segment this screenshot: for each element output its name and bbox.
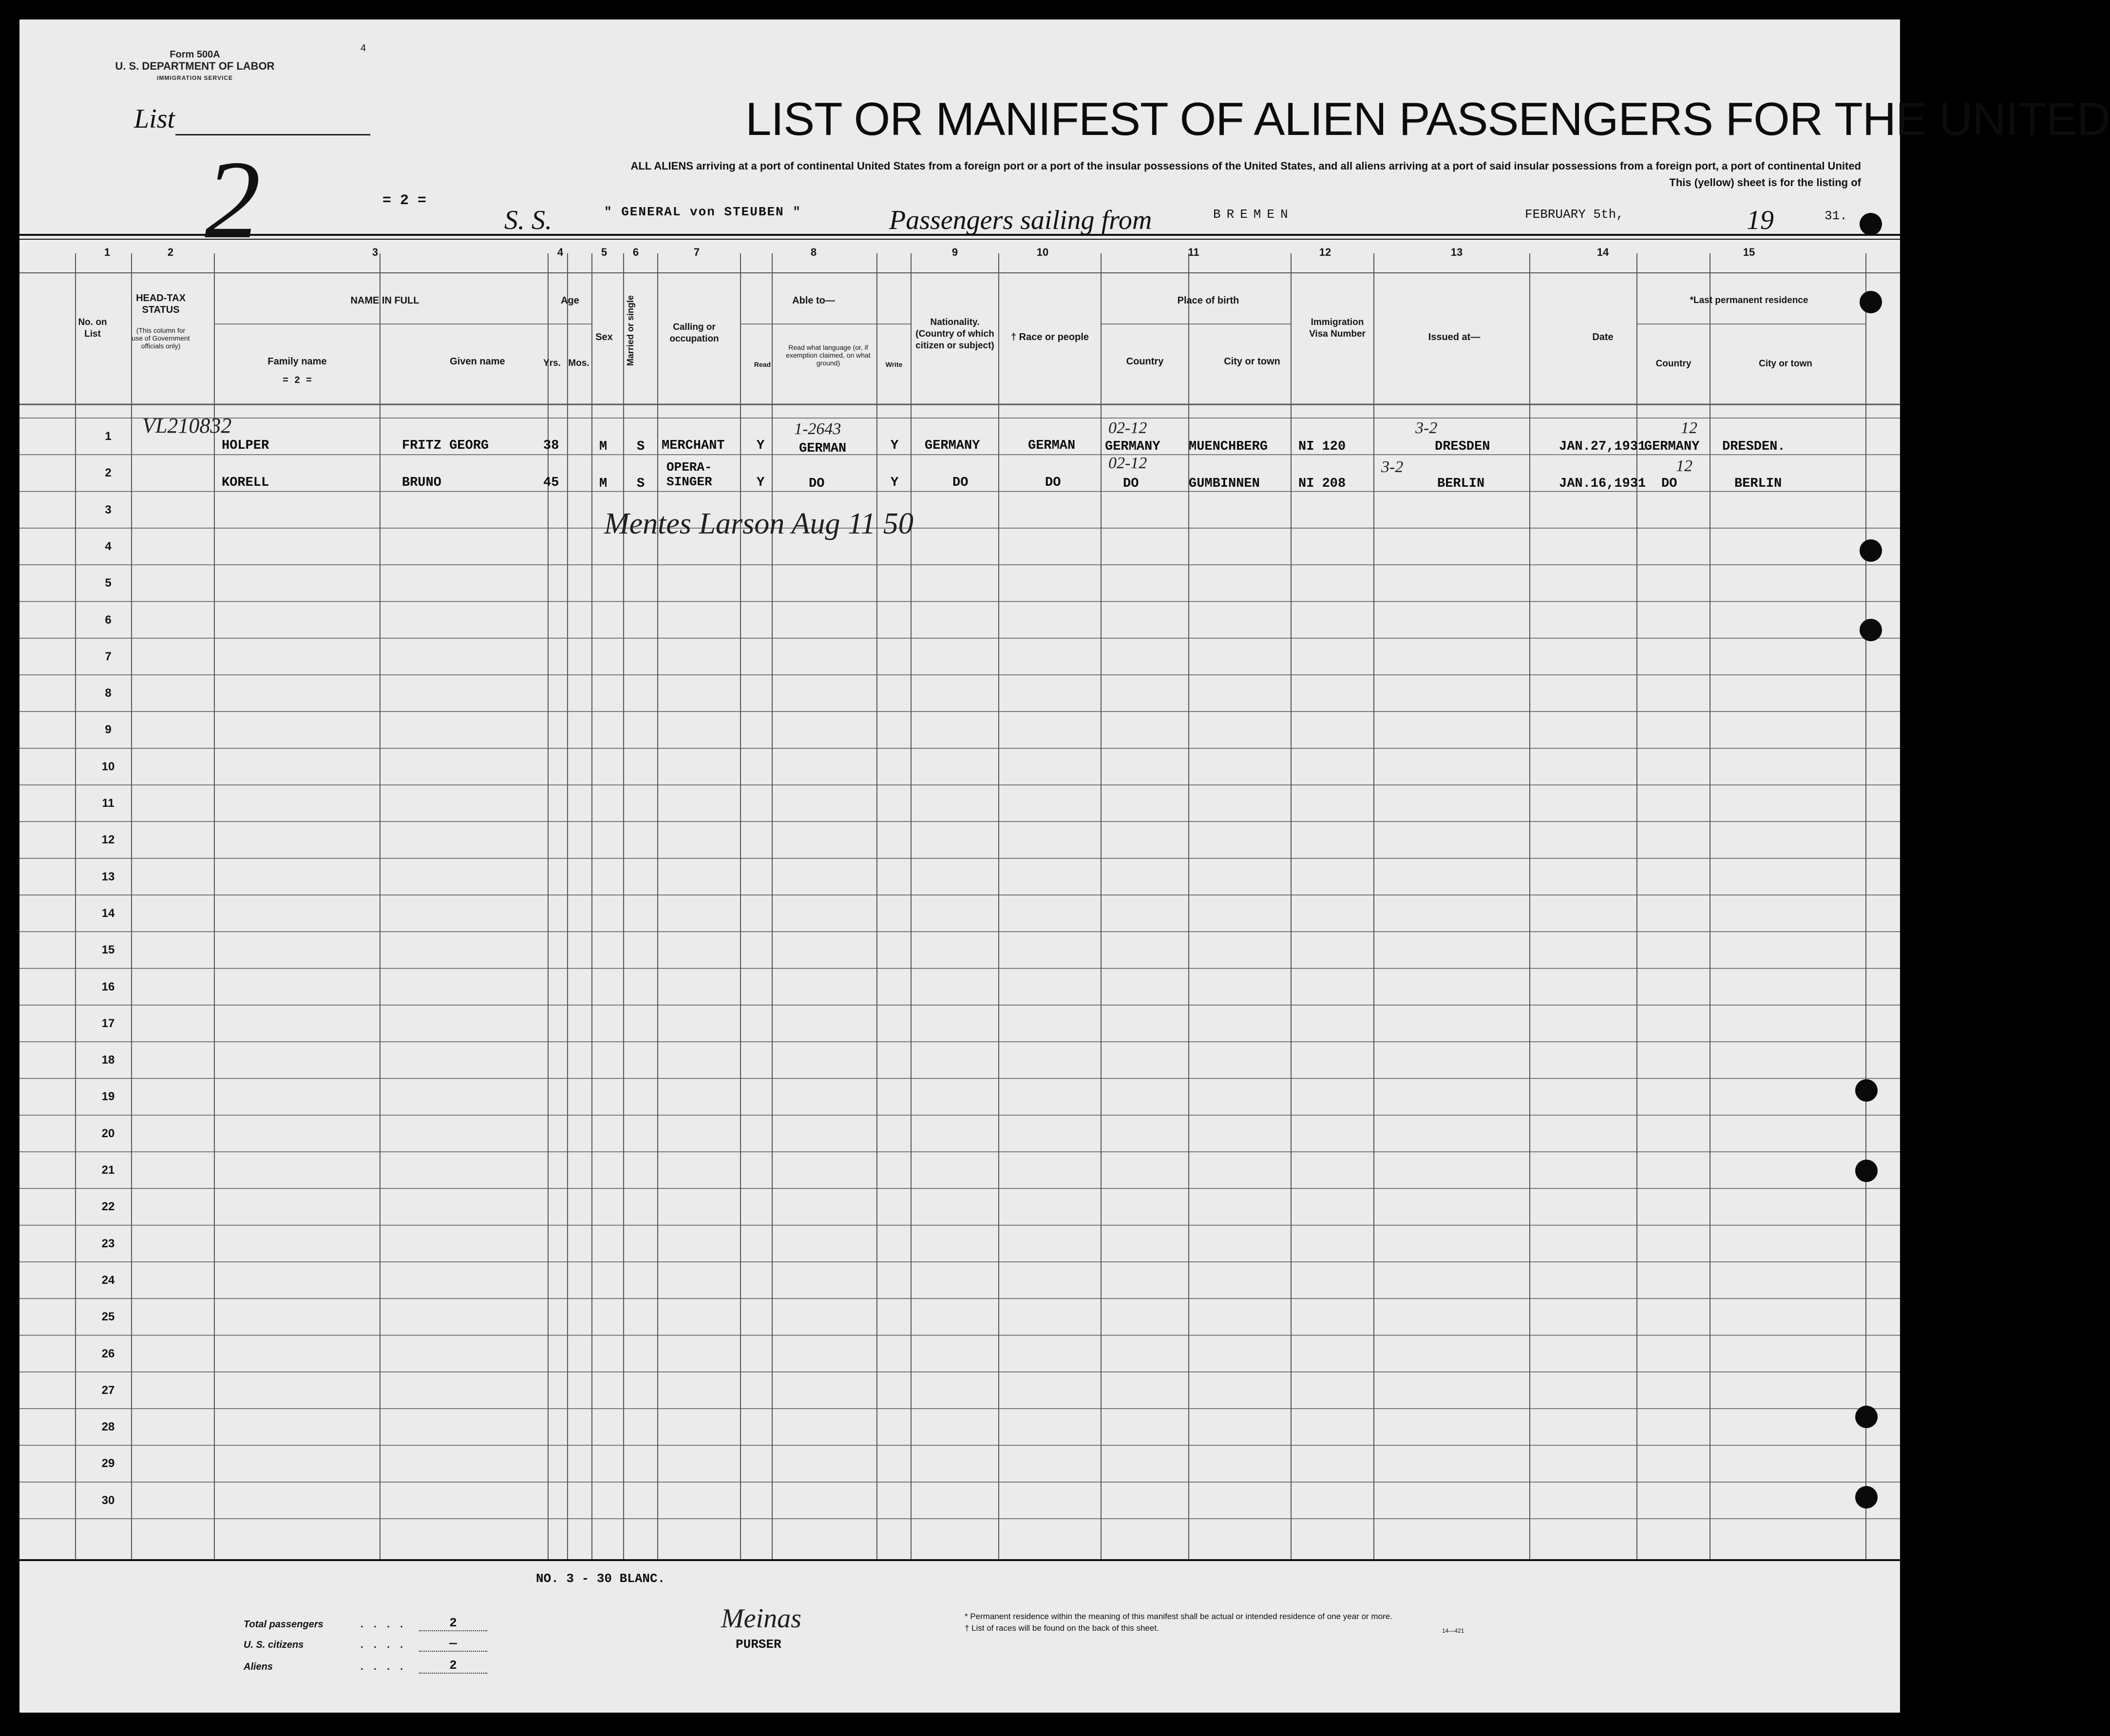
header-age-mos: Mos. xyxy=(568,358,589,368)
year-prefix: 19 xyxy=(1747,205,1774,235)
header-birth-city: City or town xyxy=(1224,356,1280,367)
row-number: 19 xyxy=(101,1090,115,1104)
sailing-date: FEBRUARY 5th, xyxy=(1525,207,1624,222)
sailing-label: Passengers sailing from xyxy=(889,205,1152,235)
row-number: 24 xyxy=(101,1273,115,1287)
row-number: 4 xyxy=(105,539,112,553)
p2-language: DO xyxy=(809,477,825,491)
header-sex: Sex xyxy=(595,332,613,343)
p2-age: 45 xyxy=(543,476,559,490)
col-num-1: 1 xyxy=(104,246,111,258)
header-last-residence: *Last permanent residence xyxy=(1690,295,1808,305)
manifest-sheet xyxy=(19,19,2110,1713)
header-separator-thin xyxy=(19,239,1900,240)
row-number: 10 xyxy=(101,760,115,773)
col-num-10: 10 xyxy=(1036,246,1049,258)
p2-family-name: KORELL xyxy=(222,476,269,490)
footer-separator xyxy=(19,1559,1900,1561)
row-number: 9 xyxy=(105,723,112,737)
punch-hole xyxy=(1860,291,1882,313)
header-visa-number: Immigration Visa Number xyxy=(1309,317,1366,339)
p1-read: Y xyxy=(757,439,765,453)
total-passengers-dots: . . . . xyxy=(361,1619,407,1630)
punch-hole xyxy=(1860,213,1882,235)
header-birth-country: Country xyxy=(1126,356,1164,367)
header-family-name: Family name xyxy=(267,356,327,367)
header-head-tax: HEAD-TAX STATUS xyxy=(136,293,186,315)
table-grid xyxy=(19,19,2110,1713)
purser-label: PURSER xyxy=(736,1637,781,1652)
p1-birth-city: MUENCHBERG xyxy=(1189,439,1268,454)
col-num-3: 3 xyxy=(372,246,379,258)
row-number: 21 xyxy=(101,1164,115,1177)
aliens-label: Aliens xyxy=(244,1661,273,1672)
header-no-on-list: No. on List xyxy=(78,317,107,339)
aliens-value: 2 xyxy=(419,1658,487,1674)
p1-nationality: GERMANY xyxy=(925,439,980,453)
row-number: 1 xyxy=(105,430,112,443)
footnote-residence: * Permanent residence within the meaning of this manifest shall be actual or intended residence of one year or more. xyxy=(965,1612,1392,1621)
p1-res-country: GERMANY xyxy=(1644,439,1700,454)
p2-res-country: DO xyxy=(1661,477,1677,491)
p1-race: GERMAN xyxy=(1028,439,1076,453)
department-name: U. S. DEPARTMENT OF LABOR xyxy=(115,60,275,72)
us-citizens-label: U. S. citizens xyxy=(244,1640,304,1650)
row-number: 16 xyxy=(101,980,115,993)
header-date: Date xyxy=(1592,332,1614,343)
row-number: 8 xyxy=(105,687,112,700)
header-res-city: City or town xyxy=(1759,359,1812,369)
p1-head-tax: VL210832 xyxy=(142,414,232,438)
p2-write: Y xyxy=(891,476,899,490)
aliens-dots: . . . . xyxy=(361,1661,407,1672)
p1-issued-at: DRESDEN xyxy=(1435,439,1490,454)
form-number: Form 500A xyxy=(170,49,220,60)
list-label: List xyxy=(134,104,175,134)
header-head-tax-note: (This column for use of Government officials only) xyxy=(132,326,190,350)
service-name: IMMIGRATION SERVICE xyxy=(157,75,233,81)
row-number: 29 xyxy=(101,1457,115,1470)
col-num-4: 4 xyxy=(557,246,564,258)
row-number: 12 xyxy=(101,833,115,847)
col-num-15: 15 xyxy=(1743,246,1755,258)
header-separator xyxy=(19,234,1900,236)
departure-port: BREMEN xyxy=(1213,207,1294,222)
year-suffix: 31. xyxy=(1825,209,1847,223)
punch-hole xyxy=(1855,1486,1878,1508)
header-nationality: Nationality. (Country of which citizen or subject) xyxy=(915,317,994,351)
p1-birth-annotation: 02-12 xyxy=(1108,419,1147,437)
header-married-or-single: Married or single xyxy=(626,295,636,366)
p2-sex: M xyxy=(599,477,608,491)
col-num-14: 14 xyxy=(1597,246,1609,258)
page-title: LIST OR MANIFEST OF ALIEN PASSENGERS FOR THE UNITED xyxy=(745,93,2110,145)
col-num-12: 12 xyxy=(1319,246,1331,258)
p1-occupation: MERCHANT xyxy=(662,439,725,453)
p2-race: DO xyxy=(1045,476,1061,490)
form-identifier xyxy=(107,49,283,84)
row-number: 25 xyxy=(101,1310,115,1324)
sheet-mark: = 2 = xyxy=(382,192,427,209)
row-number: 3 xyxy=(105,503,112,516)
p2-nationality: DO xyxy=(952,476,969,490)
row3-handwritten-annotation: Mentes Larson Aug 11 50 xyxy=(604,507,913,540)
col-num-8: 8 xyxy=(810,246,817,258)
header-write: Write xyxy=(885,361,903,368)
notice-line-1: ALL ALIENS arriving at a port of continental United States from a foreign port or a port of the insular possessions of the United States, and all aliens arriving at a port of said insular possessions from a foreign port, a port of continental United xyxy=(630,160,1861,172)
header-family-name-mark: = 2 = xyxy=(282,375,312,386)
list-underline xyxy=(175,134,370,135)
col-num-7: 7 xyxy=(693,246,700,258)
row-number: 17 xyxy=(101,1016,115,1030)
us-citizens-value: — xyxy=(419,1636,487,1652)
header-issued-at: Issued at— xyxy=(1428,332,1481,343)
header-age: Age xyxy=(561,295,579,306)
p2-issued-annotation: 3-2 xyxy=(1381,458,1404,476)
p1-language-annotation: 1-2643 xyxy=(794,420,841,438)
p1-birth-country: GERMANY xyxy=(1105,439,1160,454)
p2-marital: S xyxy=(637,477,645,491)
punch-hole xyxy=(1855,1079,1878,1102)
row-number: 22 xyxy=(101,1200,115,1214)
row-number: 27 xyxy=(101,1383,115,1397)
notice-text xyxy=(399,158,1861,191)
corner-mark: 4 xyxy=(361,43,366,54)
p1-given-name: FRITZ GEORG xyxy=(402,439,489,453)
punch-hole xyxy=(1855,1160,1878,1182)
p1-res-annotation: 12 xyxy=(1681,419,1697,437)
row-number: 30 xyxy=(101,1493,115,1507)
row-number: 28 xyxy=(101,1420,115,1434)
p1-res-city: DRESDEN. xyxy=(1722,439,1786,454)
row-number: 18 xyxy=(101,1053,115,1067)
header-age-yrs: Yrs. xyxy=(543,358,561,368)
header-place-of-birth: Place of birth xyxy=(1177,295,1239,306)
footnote-races: † List of races will be found on the back of this sheet. xyxy=(965,1623,1159,1633)
header-read: Read xyxy=(754,361,771,368)
row-number: 13 xyxy=(101,870,115,883)
ship-name: " GENERAL von STEUBEN " xyxy=(604,205,801,219)
row-number: 7 xyxy=(105,649,112,663)
header-read-language: Read what language (or, if exemption claimed, on what ground) xyxy=(786,343,871,367)
p2-birth-annotation: 02-12 xyxy=(1108,454,1147,472)
us-citizens-dots: . . . . xyxy=(361,1640,407,1650)
row-number: 14 xyxy=(101,906,115,920)
total-passengers-value: 2 xyxy=(419,1616,487,1631)
p2-issued-at: BERLIN xyxy=(1437,477,1485,491)
row-number: 6 xyxy=(105,613,112,627)
header-given-name: Given name xyxy=(450,356,505,367)
p1-age: 38 xyxy=(543,439,559,453)
p2-birth-country: DO xyxy=(1123,477,1139,491)
p2-read: Y xyxy=(757,476,765,490)
blank-rows-note: NO. 3 - 30 BLANC. xyxy=(536,1571,665,1586)
notice-line-2: This (yellow) sheet is for the listing of xyxy=(1669,176,1861,189)
p1-marital: S xyxy=(637,439,645,454)
purser-signature: Meinas xyxy=(721,1603,801,1634)
p2-res-annotation: 12 xyxy=(1676,457,1692,475)
p1-family-name: HOLPER xyxy=(222,439,269,453)
col-num-5: 5 xyxy=(601,246,608,258)
row-number: 2 xyxy=(105,466,112,480)
print-code: 14—421 xyxy=(1442,1627,1464,1634)
header-name-in-full: NAME IN FULL xyxy=(350,295,419,306)
col-num-13: 13 xyxy=(1450,246,1463,258)
row-number: 5 xyxy=(105,576,112,590)
p2-birth-city: GUMBINNEN xyxy=(1189,477,1260,491)
punch-hole xyxy=(1860,539,1882,562)
header-res-country: Country xyxy=(1655,359,1692,369)
p1-date: JAN.27,1931 xyxy=(1559,439,1646,454)
header-occupation: Calling or occupation xyxy=(669,322,719,344)
total-passengers-label: Total passengers xyxy=(244,1619,323,1630)
col-num-9: 9 xyxy=(951,246,958,258)
list-number: 2 xyxy=(205,137,261,262)
col-num-11: 11 xyxy=(1188,246,1199,258)
p2-visa: NI 208 xyxy=(1298,477,1346,491)
p1-visa: NI 120 xyxy=(1298,439,1346,454)
col-num-2: 2 xyxy=(167,246,174,258)
p1-write: Y xyxy=(891,439,899,453)
p1-language: GERMAN xyxy=(799,441,847,456)
row-number: 20 xyxy=(101,1126,115,1140)
p2-date: JAN.16,1931 xyxy=(1559,477,1646,491)
row-number: 11 xyxy=(102,797,114,810)
row-number: 26 xyxy=(101,1347,115,1360)
ss-label: S. S. xyxy=(504,205,552,235)
header-able-to: Able to— xyxy=(792,295,835,306)
punch-hole xyxy=(1855,1406,1878,1428)
p1-issued-annotation: 3-2 xyxy=(1415,419,1438,437)
p2-occupation-line2: SINGER xyxy=(666,475,712,489)
row-number: 23 xyxy=(101,1237,115,1250)
p2-given-name: BRUNO xyxy=(402,476,442,490)
p2-occupation-line1: OPERA- xyxy=(666,460,712,475)
row-number: 15 xyxy=(101,943,115,957)
punch-hole xyxy=(1860,619,1882,641)
col-num-6: 6 xyxy=(632,246,639,258)
p2-res-city: BERLIN xyxy=(1734,477,1782,491)
header-race: † Race or people xyxy=(1010,332,1089,343)
p1-sex: M xyxy=(599,439,608,454)
